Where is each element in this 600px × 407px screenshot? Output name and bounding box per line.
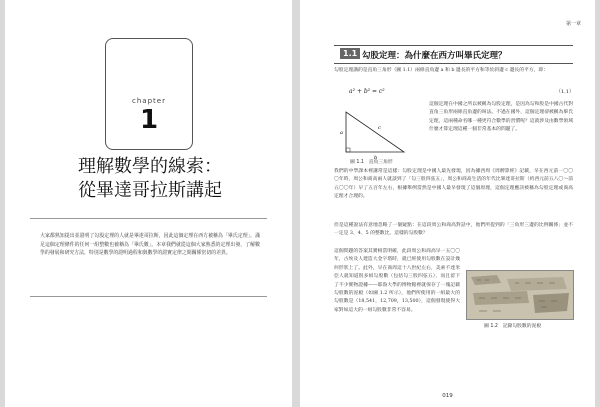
page-number: 019 (442, 393, 453, 399)
right-triangle-diagram (338, 104, 410, 164)
chapter-title-line1: 理解數學的線索： (78, 156, 222, 177)
section-header (334, 45, 573, 64)
label-a: a (340, 130, 343, 136)
chapter-title-line2: 從畢達哥拉斯講起 (78, 180, 222, 201)
label-c: c (378, 125, 381, 131)
label-b: b (374, 155, 378, 161)
clay-tablet-image (466, 270, 574, 320)
right-page (300, 0, 595, 407)
pythagorean-formula: a² + b² = c² (349, 88, 385, 95)
chapter-number: 1 (139, 105, 159, 135)
section-title: 勾股定理：為什麼在西方叫畢氏定理？ (362, 51, 507, 61)
chapter-intro: 大家都熟知提出並證明了勾股定理的人就是畢達哥拉斯，因此這個定理在西方被稱為「畢氏定理」，滿足這個定理條件的任何一組整數也被稱為「畢氏數」。本章我們就從這個大家熟悉的定理出發，了解數學的發展和研究方法，特別是數學的證明過程和與數學的證實定律之間關係密切的差異。 (40, 233, 260, 256)
right-triangle-figure (338, 104, 410, 164)
chapter-title (65, 155, 235, 203)
figure-1-2-caption: 圖 1.2 記錄勾股數的泥板 (484, 324, 542, 329)
paragraph-history: 我們的中學課本裡講常是這樣：勾股定理是中國人最先發現，因為據西周《周髀算經》記載，早在西元前一〇〇〇年時，周公和商高兩人就談到了「勾三股四弦五」，周公和商高生活的年代比畢達哥拉斯（約西元前五八〇～前五〇〇年）早了五百年左右，根據舉例當然是中國人最早發現了這個原理，這個定理應該被稱為勾股定理或商高定理才合理的。 (334, 169, 573, 200)
paragraph-question: 但是這種說法有意地忽略了一個疑點：在這段周公和商高對話中，他們所提到的「三角形三邊的比例關係」並不一定是 3、4、5 的整數比，這樣的勾股數？ (334, 223, 573, 237)
paragraph-naming: 這個定理在中國之所以被稱為勾股定理，是因為勾和股是中國古代對直角三角形兩條直角邊的叫法。不過在國外，這個定理卻被稱為畢氏定理，這兩種命名哪一種更符合數學的習慣呢？這就涉及由數學領域什麼才算定理這種一個非常基本的問題了。 (429, 102, 573, 133)
chapter-label: chapter (132, 97, 166, 105)
chapter-badge (105, 38, 193, 150)
paragraph-intro: 勾股定理講的是直角三角形（圖 1.1）兩條直角邊 a 和 b 邊長的平方和等於斜邊 c 邊長的平方，即： (334, 68, 549, 73)
figure-1-1-caption: 圖 1.1 直角三角形 (350, 160, 393, 165)
equation-number: （1.1） (556, 89, 574, 95)
section-number: 1.1 (340, 48, 360, 59)
left-page (5, 0, 292, 407)
running-head: 第一章 (565, 21, 581, 27)
paragraph-evidence: 這個問題的答案其實相當明確，此段周公和商高早一五〇〇年，古埃及人建造大金字塔時，就已經使用勾股數在設計幾何形狀上了。此外，早在商周這十八世紀左右，美索不達米亞人就知道很多組勾股數（包括勾三股四弦五），而且留下了不少實物證據——耶魯大學的博物館裡就保存了一塊記載勾股數的泥板（如圖 1.2 所示），他們所使用的一組最大的勾股數是（18,541，12,709，13,500），這個發現使得大家對如這大的一組勾股數非常不容易。 (334, 249, 460, 313)
divider-bottom (30, 296, 267, 297)
divider-top (30, 218, 267, 219)
